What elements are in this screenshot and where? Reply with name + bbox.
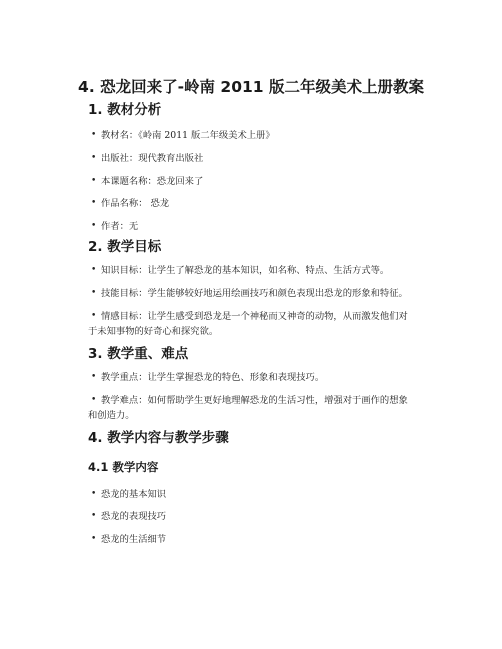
list-item: • 教材名：《岭南 2011 版二年级美术上册》	[91, 130, 275, 141]
section-heading-content-steps: 4. 教学内容与教学步骤	[88, 430, 229, 446]
bullet-icon: •	[91, 221, 97, 231]
list-item-continuation: 和创造力。	[88, 410, 135, 421]
bullet-icon: •	[91, 288, 97, 298]
bullet-icon: •	[91, 265, 97, 275]
list-item: • 恐龙的基本知识	[91, 489, 167, 500]
list-item: • 技能目标：学生能够较好地运用绘画技巧和颜色表现出恐龙的形象和特征。	[91, 288, 408, 299]
list-item: • 恐龙的生活细节	[91, 534, 167, 545]
list-item: • 知识目标：让学生了解恐龙的基本知识，如名称、特点、生活方式等。	[91, 265, 390, 276]
list-item: • 教学难点：如何帮助学生更好地理解恐龙的生活习性，增强对于画作的想象	[91, 395, 408, 406]
bullet-icon: •	[91, 489, 97, 499]
list-item: • 作品名称： 恐龙	[91, 198, 170, 209]
bullet-icon: •	[91, 372, 97, 382]
list-item-continuation: 于未知事物的好奇心和探究欲。	[88, 326, 219, 337]
subsection-heading-content: 4.1 教学内容	[88, 460, 159, 474]
bullet-icon: •	[91, 395, 97, 405]
bullet-icon: •	[91, 511, 97, 521]
section-heading-objectives: 2. 教学目标	[88, 239, 162, 255]
list-item: • 作者：无	[91, 221, 139, 232]
section-heading-key-points: 3. 教学重、难点	[88, 346, 189, 362]
bullet-icon: •	[91, 198, 97, 208]
bullet-icon: •	[91, 311, 97, 321]
section-heading-materials: 1. 教材分析	[88, 102, 162, 118]
list-item: • 本课题名称：恐龙回来了	[91, 176, 204, 187]
list-item: • 出版社：现代教育出版社	[91, 153, 204, 164]
document-title: 4. 恐龙回来了-岭南 2011 版二年级美术上册教案	[78, 78, 424, 96]
bullet-icon: •	[91, 153, 97, 163]
bullet-icon: •	[91, 130, 97, 140]
bullet-icon: •	[91, 534, 97, 544]
list-item: • 教学重点：让学生掌握恐龙的特色、形象和表现技巧。	[91, 372, 325, 383]
bullet-icon: •	[91, 176, 97, 186]
list-item: • 情感目标：让学生感受到恐龙是一个神秘而又神奇的动物，从而激发他们对	[91, 311, 408, 322]
list-item: • 恐龙的表现技巧	[91, 511, 167, 522]
